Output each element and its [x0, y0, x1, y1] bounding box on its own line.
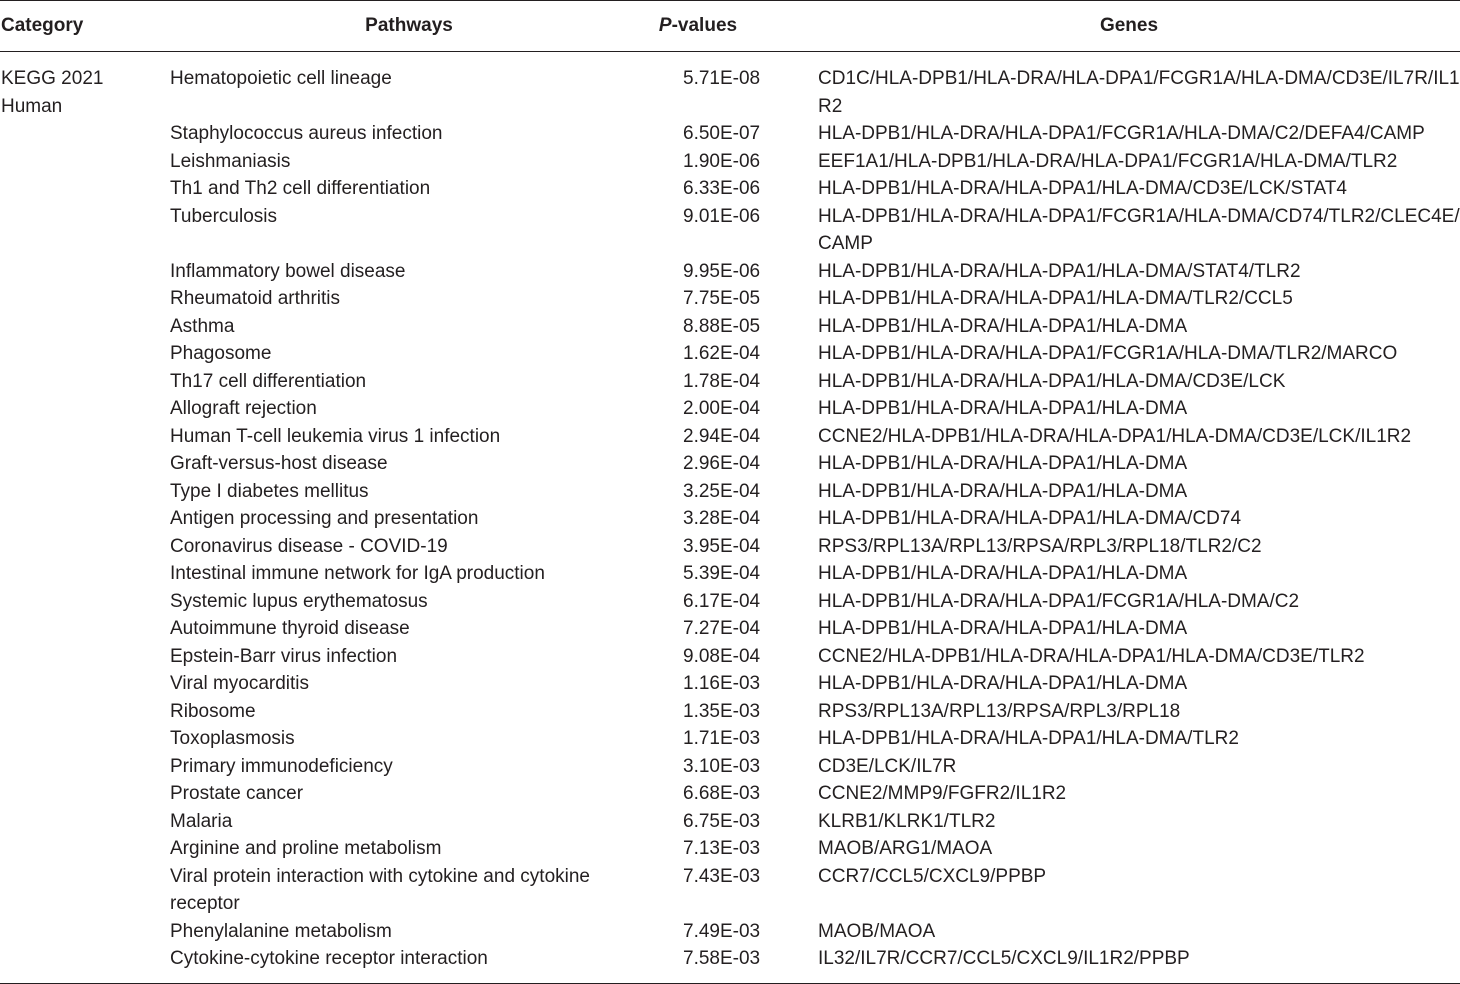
cell-pvalue: 1.71E-03	[683, 728, 761, 749]
cell-pathway: Antigen processing and presentation	[170, 508, 479, 529]
cell-pathway: Systemic lupus erythematosus	[170, 590, 428, 612]
cell-category	[0, 588, 170, 616]
cell-category	[0, 863, 170, 918]
cell-pvalue: 7.27E-04	[683, 618, 761, 639]
cell-pathway: Type I diabetes mellitus	[170, 480, 369, 502]
cell-pvalue: 1.90E-06	[683, 150, 761, 172]
cell-pvalue: 2.94E-04	[683, 425, 761, 447]
table-row	[0, 175, 1460, 203]
cell-pvalue: 7.58E-03	[683, 948, 761, 969]
cell-pathway: Viral protein interaction with cytokine and cytokine receptor	[170, 865, 590, 914]
cell-pathway: Rheumatoid arthritis	[170, 288, 341, 309]
table-row	[0, 478, 1460, 506]
cell-pvalue: 7.43E-03	[683, 865, 761, 887]
cell-pathway: Viral myocarditis	[170, 673, 310, 694]
cell-pvalue: 2.00E-04	[683, 398, 761, 419]
cell-category	[0, 670, 170, 698]
cell-pathway: Graft-versus-host disease	[170, 453, 388, 474]
table-row	[0, 780, 1460, 808]
cell-pvalue: 6.50E-07	[683, 123, 761, 144]
cell-genes: HLA-DPB1/HLA-DRA/HLA-DPA1/FCGR1A/HLA-DMA/C2	[818, 590, 1300, 612]
cell-pathway: Toxoplasmosis	[170, 728, 295, 749]
cell-pvalue: 3.28E-04	[683, 508, 761, 529]
table-row	[0, 863, 1460, 918]
table-row	[0, 725, 1460, 753]
cell-category	[0, 533, 170, 561]
cell-pathway: Coronavirus disease - COVID-19	[170, 535, 448, 557]
cell-pathway: Phagosome	[170, 343, 272, 364]
cell-genes: HLA-DPB1/HLA-DRA/HLA-DPA1/HLA-DMA/TLR2	[818, 728, 1239, 749]
cell-genes: CCNE2/HLA-DPB1/HLA-DRA/HLA-DPA1/HLA-DMA/CD3E/LCK/IL1R2	[818, 425, 1412, 447]
cell-category	[0, 52, 170, 121]
cell-genes: HLA-DPB1/HLA-DRA/HLA-DPA1/HLA-DMA	[818, 618, 1188, 639]
cell-category	[0, 478, 170, 506]
cell-pvalue: 1.62E-04	[683, 343, 761, 364]
header-category: Category	[0, 1, 170, 52]
table-row	[0, 615, 1460, 643]
table-row	[0, 753, 1460, 781]
cell-genes: HLA-DPB1/HLA-DRA/HLA-DPA1/HLA-DMA	[818, 453, 1188, 474]
cell-pathway: Asthma	[170, 315, 235, 337]
cell-pvalue: 6.33E-06	[683, 178, 761, 199]
cell-pathway: Hematopoietic cell lineage	[170, 68, 392, 89]
cell-pvalue: 9.08E-04	[683, 645, 761, 667]
cell-category	[0, 643, 170, 671]
table-row	[0, 285, 1460, 313]
table-row	[0, 698, 1460, 726]
cell-pvalue: 1.35E-03	[683, 700, 761, 722]
cell-pvalue: 5.71E-08	[683, 68, 761, 89]
cell-genes: HLA-DPB1/HLA-DRA/HLA-DPA1/HLA-DMA	[818, 563, 1188, 584]
cell-genes: RPS3/RPL13A/RPL13/RPSA/RPL3/RPL18/TLR2/C2	[818, 535, 1262, 557]
cell-pvalue: 5.39E-04	[683, 563, 761, 584]
cell-genes: CD3E/LCK/IL7R	[818, 755, 957, 777]
cell-pathway: Ribosome	[170, 700, 256, 722]
cell-pathway: Inflammatory bowel disease	[170, 260, 406, 282]
cell-category	[0, 505, 170, 533]
table-row	[0, 52, 1460, 121]
cell-category	[0, 780, 170, 808]
cell-pvalue: 3.10E-03	[683, 755, 761, 777]
cell-pvalue: 1.78E-04	[683, 370, 761, 392]
cell-pathway: Staphylococcus aureus infection	[170, 123, 443, 144]
cell-genes: HLA-DPB1/HLA-DRA/HLA-DPA1/HLA-DMA	[818, 480, 1188, 502]
cell-genes: HLA-DPB1/HLA-DRA/HLA-DPA1/HLA-DMA/CD3E/LCK	[818, 370, 1286, 392]
cell-genes: HLA-DPB1/HLA-DRA/HLA-DPA1/HLA-DMA/CD3E/LCK/STAT4	[818, 178, 1347, 199]
cell-pathway: Prostate cancer	[170, 783, 304, 804]
header-pathways: Pathways	[170, 1, 648, 52]
cell-category	[0, 560, 170, 588]
cell-pvalue: 6.17E-04	[683, 590, 761, 612]
cell-pathway: Tuberculosis	[170, 205, 278, 227]
cell-genes: CCNE2/MMP9/FGFR2/IL1R2	[818, 783, 1067, 804]
cell-pathway: Allograft rejection	[170, 398, 317, 419]
cell-genes: HLA-DPB1/HLA-DRA/HLA-DPA1/FCGR1A/HLA-DMA/CD74/TLR2/CLEC4E/CAMP	[818, 205, 1460, 254]
cell-pathway: Human T-cell leukemia virus 1 infection	[170, 425, 501, 447]
table-row	[0, 835, 1460, 863]
cell-genes: KLRB1/KLRK1/TLR2	[818, 810, 996, 832]
table-row	[0, 945, 1460, 983]
cell-pvalue: 3.25E-04	[683, 480, 761, 502]
cell-pvalue: 1.16E-03	[683, 673, 761, 694]
cell-pathway: Phenylalanine metabolism	[170, 920, 392, 942]
table-row	[0, 670, 1460, 698]
cell-genes: HLA-DPB1/HLA-DRA/HLA-DPA1/HLA-DMA	[818, 398, 1188, 419]
cell-genes: HLA-DPB1/HLA-DRA/HLA-DPA1/HLA-DMA/CD74	[818, 508, 1242, 529]
cell-category	[0, 258, 170, 286]
cell-pvalue: 9.01E-06	[683, 205, 761, 227]
cell-category	[0, 753, 170, 781]
cell-pvalue: 8.88E-05	[683, 315, 761, 337]
header-pvalues	[648, 1, 818, 52]
table-row	[0, 148, 1460, 176]
table-body	[0, 52, 1460, 984]
cell-pathway: Autoimmune thyroid disease	[170, 618, 410, 639]
cell-genes: CD1C/HLA-DPB1/HLA-DRA/HLA-DPA1/FCGR1A/HLA-DMA/CD3E/IL7R/IL1R2	[818, 68, 1460, 117]
cell-pvalue: 7.75E-05	[683, 288, 761, 309]
table-row	[0, 505, 1460, 533]
table-row	[0, 643, 1460, 671]
table-row	[0, 368, 1460, 396]
cell-category	[0, 725, 170, 753]
cell-category	[0, 313, 170, 341]
cell-pathway: Th17 cell differentiation	[170, 370, 367, 392]
cell-category	[0, 120, 170, 148]
table-row	[0, 560, 1460, 588]
cell-pathway: Cytokine-cytokine receptor interaction	[170, 948, 488, 969]
cell-genes: EEF1A1/HLA-DPB1/HLA-DRA/HLA-DPA1/FCGR1A/HLA-DMA/TLR2	[818, 150, 1398, 172]
cell-pathway: Epstein-Barr virus infection	[170, 645, 398, 667]
header-pvalues-rest: -values	[671, 15, 738, 36]
table-row	[0, 395, 1460, 423]
category-line-1: KEGG 2021	[1, 68, 104, 89]
cell-category	[0, 285, 170, 313]
table-row	[0, 120, 1460, 148]
cell-pathway: Leishmaniasis	[170, 150, 291, 172]
cell-genes: CCR7/CCL5/CXCL9/PPBP	[818, 865, 1047, 887]
cell-genes: HLA-DPB1/HLA-DRA/HLA-DPA1/HLA-DMA/TLR2/CCL5	[818, 288, 1293, 309]
category-line-2: Human	[1, 95, 63, 117]
cell-genes: IL32/IL7R/CCR7/CCL5/CXCL9/IL1R2/PPBP	[818, 948, 1190, 969]
cell-category	[0, 148, 170, 176]
cell-category	[0, 698, 170, 726]
cell-genes: MAOB/MAOA	[818, 920, 936, 942]
cell-genes: RPS3/RPL13A/RPL13/RPSA/RPL3/RPL18	[818, 700, 1181, 722]
table-row	[0, 203, 1460, 258]
cell-category	[0, 395, 170, 423]
cell-genes: HLA-DPB1/HLA-DRA/HLA-DPA1/HLA-DMA	[818, 673, 1188, 694]
cell-category	[0, 918, 170, 946]
cell-genes: MAOB/ARG1/MAOA	[818, 838, 993, 859]
cell-pvalue: 6.75E-03	[683, 810, 761, 832]
cell-pathway: Primary immunodeficiency	[170, 755, 393, 777]
table-row	[0, 533, 1460, 561]
cell-genes: CCNE2/HLA-DPB1/HLA-DRA/HLA-DPA1/HLA-DMA/CD3E/TLR2	[818, 645, 1365, 667]
cell-category	[0, 835, 170, 863]
cell-pvalue: 3.95E-04	[683, 535, 761, 557]
cell-category	[0, 423, 170, 451]
cell-pathway: Arginine and proline metabolism	[170, 838, 442, 859]
cell-pathway: Intestinal immune network for IgA production	[170, 563, 545, 584]
header-genes: Genes	[818, 1, 1460, 52]
cell-genes: HLA-DPB1/HLA-DRA/HLA-DPA1/FCGR1A/HLA-DMA/TLR2/MARCO	[818, 343, 1398, 364]
cell-category	[0, 450, 170, 478]
cell-category	[0, 203, 170, 258]
table-row	[0, 918, 1460, 946]
cell-pvalue: 7.13E-03	[683, 838, 761, 859]
cell-category	[0, 368, 170, 396]
cell-pathway: Malaria	[170, 810, 233, 832]
cell-genes: HLA-DPB1/HLA-DRA/HLA-DPA1/HLA-DMA	[818, 315, 1188, 337]
cell-genes: HLA-DPB1/HLA-DRA/HLA-DPA1/HLA-DMA/STAT4/TLR2	[818, 260, 1301, 282]
table-row	[0, 423, 1460, 451]
table-row	[0, 340, 1460, 368]
cell-pvalue: 2.96E-04	[683, 453, 761, 474]
cell-category	[0, 175, 170, 203]
table-row	[0, 258, 1460, 286]
cell-category	[0, 808, 170, 836]
cell-category	[0, 615, 170, 643]
header-pvalues-italic: P	[658, 15, 672, 36]
table-row	[0, 313, 1460, 341]
table-row	[0, 588, 1460, 616]
cell-pvalue: 6.68E-03	[683, 783, 761, 804]
header-row	[0, 1, 1460, 52]
cell-pvalue: 7.49E-03	[683, 920, 761, 942]
cell-category	[0, 340, 170, 368]
cell-genes: HLA-DPB1/HLA-DRA/HLA-DPA1/FCGR1A/HLA-DMA/C2/DEFA4/CAMP	[818, 123, 1425, 144]
table-header	[0, 1, 1460, 52]
table-row	[0, 808, 1460, 836]
table-row	[0, 450, 1460, 478]
cell-pathway: Th1 and Th2 cell differentiation	[170, 178, 431, 199]
cell-category	[0, 945, 170, 983]
cell-pvalue: 9.95E-06	[683, 260, 761, 282]
